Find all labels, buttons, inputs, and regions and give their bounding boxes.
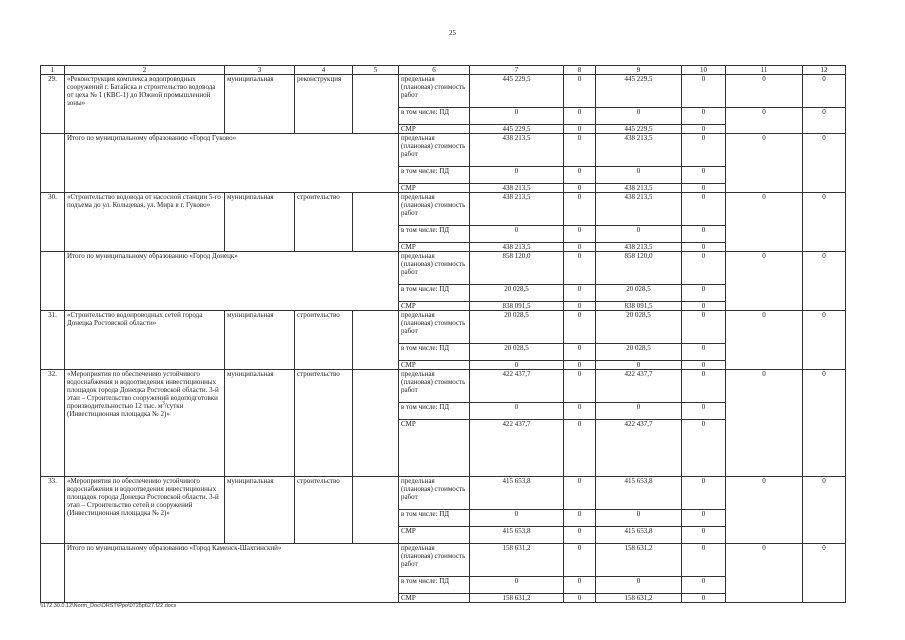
value-cell: 0 (682, 134, 726, 167)
value-cell: 0 (470, 361, 564, 370)
page-number: 25 (449, 29, 456, 37)
empty-cell (353, 311, 399, 370)
value-cell: 438 213,5 (470, 243, 564, 252)
value-cell: 422 437,7 (596, 370, 682, 403)
value-cell: 0 (596, 361, 682, 370)
header-cell: 4 (295, 66, 353, 75)
value-cell: 0 (682, 527, 726, 544)
value-cell: 445 229,5 (596, 75, 682, 108)
value-cell: 438 213,5 (470, 193, 564, 226)
value-cell: 838 091,5 (596, 302, 682, 311)
value-cell: 0 (564, 108, 596, 125)
value-cell: 0 (803, 477, 846, 544)
indicator-label: СМР (399, 125, 470, 134)
value-cell: 20 028,5 (470, 285, 564, 302)
value-cell: 0 (564, 125, 596, 134)
value-cell: 0 (803, 108, 846, 134)
indicator-label: в том числе: ПД (399, 226, 470, 243)
empty-cell (353, 75, 399, 134)
value-cell: 445 229,5 (470, 125, 564, 134)
value-cell: 0 (682, 125, 726, 134)
value-cell: 0 (564, 285, 596, 302)
value-cell: 0 (596, 510, 682, 527)
project-name: «Мероприятия по обеспечению устойчивого водоснабжения и водоотведения инвестиционных площадок города Донецка Ростовской области. 3-й этап – Строительство сооружений водоподготовки производительностью 12 тыс. $м^3$/сутки (Инвестиционная площадка № 2)» (65, 370, 225, 477)
value-cell: 415 653,8 (470, 477, 564, 510)
value-cell: 438 213,5 (470, 134, 564, 167)
value-cell: 422 437,7 (470, 370, 564, 403)
row-number-cell (41, 544, 65, 603)
indicator-label: СМР (399, 420, 470, 477)
value-cell: 0 (470, 510, 564, 527)
header-cell: 8 (564, 66, 596, 75)
value-cell: 0 (564, 370, 596, 403)
ownership-type: муниципальная (225, 75, 295, 134)
value-cell: 0 (803, 134, 846, 193)
value-cell: 415 653,8 (596, 477, 682, 510)
value-cell: 858 120,0 (470, 252, 564, 285)
value-cell: 445 229,5 (470, 75, 564, 108)
indicator-label: СМР (399, 184, 470, 193)
header-cell: 9 (596, 66, 682, 75)
value-cell: 0 (682, 285, 726, 302)
value-cell: 0 (803, 311, 846, 370)
total-label: Итого по муниципальному образованию «Город Каменск-Шахтинский» (65, 544, 399, 603)
value-cell: 0 (682, 510, 726, 527)
indicator-label: в том числе: ПД (399, 285, 470, 302)
indicator-label: предельная (плановая) стоимость работ (399, 370, 470, 403)
total-label: Итого по муниципальному образованию «Город Донецк» (65, 252, 399, 311)
empty-cell (353, 370, 399, 477)
file-path-footer: \\172.30.0.12\Norm_Doc\ORST\Ppo\0725p627.f22.docx (40, 603, 177, 609)
value-cell: 0 (564, 302, 596, 311)
superscript: 3 (162, 401, 165, 407)
value-cell: 0 (564, 184, 596, 193)
value-cell: 0 (682, 302, 726, 311)
value-cell: 445 229,5 (596, 125, 682, 134)
value-cell: 0 (803, 193, 846, 252)
value-cell: 438 213,5 (596, 184, 682, 193)
value-cell: 0 (682, 420, 726, 477)
row-number-cell: 31. (41, 311, 65, 370)
project-name: «Мероприятия по обеспечению устойчивого водоснабжения и водоотведения инвестиционных площадок города Донецка Ростовской области. 3-й этап – Строительство сетей и сооружений (Инвестиционная площадка № 2)» (65, 477, 225, 544)
value-cell: 0 (726, 108, 803, 134)
value-cell: 0 (564, 361, 596, 370)
indicator-label: СМР (399, 527, 470, 544)
header-row (41, 66, 846, 75)
value-cell: 0 (564, 344, 596, 361)
indicator-label: в том числе: ПД (399, 344, 470, 361)
value-cell: 0 (682, 370, 726, 403)
row-number-cell: 33. (41, 477, 65, 544)
indicator-label: предельная (плановая) стоимость работ (399, 477, 470, 510)
header-cell: 12 (803, 66, 846, 75)
row-number-cell (41, 134, 65, 193)
value-cell: 0 (596, 577, 682, 594)
ownership-type: муниципальная (225, 370, 295, 477)
indicator-label: предельная (плановая) стоимость работ (399, 311, 470, 344)
value-cell: 20 028,5 (470, 344, 564, 361)
indicator-label: предельная (плановая) стоимость работ (399, 193, 470, 226)
value-cell: 0 (564, 252, 596, 285)
table-row (41, 370, 846, 403)
value-cell: 0 (726, 252, 803, 311)
indicator-label: СМР (399, 302, 470, 311)
value-cell: 0 (682, 594, 726, 603)
value-cell: 0 (470, 108, 564, 125)
value-cell: 0 (596, 226, 682, 243)
value-cell: 422 437,7 (470, 420, 564, 477)
value-cell: 0 (682, 75, 726, 108)
table-row (41, 252, 846, 285)
value-cell: 0 (682, 477, 726, 510)
value-cell: 438 213,5 (596, 193, 682, 226)
value-cell: 0 (803, 252, 846, 311)
value-cell: 0 (682, 226, 726, 243)
value-cell: 0 (470, 226, 564, 243)
value-cell: 0 (726, 544, 803, 603)
value-cell: 0 (470, 577, 564, 594)
value-cell: 0 (682, 167, 726, 184)
work-type: строительство (295, 311, 353, 370)
value-cell: 0 (726, 193, 803, 252)
value-cell: 0 (682, 243, 726, 252)
value-cell: 158 631,2 (596, 544, 682, 577)
header-cell: 6 (399, 66, 470, 75)
value-cell: 438 213,5 (596, 243, 682, 252)
value-cell: 438 213,5 (470, 184, 564, 193)
total-label: Итого по муниципальному образованию «Город Гуково» (65, 134, 399, 193)
value-cell: 0 (682, 311, 726, 344)
value-cell: 0 (803, 75, 846, 108)
row-number-cell: 32. (41, 370, 65, 477)
value-cell: 0 (564, 594, 596, 603)
value-cell: 0 (564, 167, 596, 184)
value-cell: 0 (726, 134, 803, 193)
value-cell: 415 653,8 (470, 527, 564, 544)
row-number-cell: 29. (41, 75, 65, 134)
value-cell: 0 (564, 527, 596, 544)
indicator-label: в том числе: ПД (399, 167, 470, 184)
value-cell: 0 (596, 167, 682, 184)
value-cell: 0 (564, 243, 596, 252)
value-cell: 0 (726, 75, 803, 108)
value-cell: 0 (803, 544, 846, 603)
project-name: «Строительство водопроводных сетей города Донецка Ростовской области» (65, 311, 225, 370)
indicator-label: в том числе: ПД (399, 577, 470, 594)
value-cell: 0 (726, 311, 803, 370)
header-cell: 3 (225, 66, 295, 75)
value-cell: 20 028,5 (596, 344, 682, 361)
value-cell: 0 (564, 311, 596, 344)
work-type: строительство (295, 477, 353, 544)
value-cell: 0 (726, 477, 803, 544)
indicator-label: предельная (плановая) стоимость работ (399, 544, 470, 577)
value-cell: 0 (564, 403, 596, 420)
value-cell: 0 (564, 75, 596, 108)
row-number-cell (41, 252, 65, 311)
header-cell: 1 (41, 66, 65, 75)
value-cell: 0 (564, 420, 596, 477)
indicator-label: в том числе: ПД (399, 510, 470, 527)
header-cell: 7 (470, 66, 564, 75)
value-cell: 0 (564, 134, 596, 167)
value-cell: 0 (564, 477, 596, 510)
value-cell: 0 (564, 226, 596, 243)
value-cell: 0 (803, 370, 846, 477)
value-cell: 415 653,8 (596, 527, 682, 544)
value-cell: 858 120,0 (596, 252, 682, 285)
header-cell: 2 (65, 66, 225, 75)
value-cell: 438 213,5 (596, 134, 682, 167)
work-type: строительство (295, 370, 353, 477)
value-cell: 0 (564, 510, 596, 527)
ownership-type: муниципальная (225, 311, 295, 370)
table-row (41, 477, 846, 510)
indicator-label: предельная (плановая) стоимость работ (399, 75, 470, 108)
value-cell: 0 (470, 167, 564, 184)
work-type: строительство (295, 193, 353, 252)
work-type: реконструкция (295, 75, 353, 134)
indicator-label: СМР (399, 243, 470, 252)
value-cell: 0 (682, 108, 726, 125)
value-cell: 0 (682, 252, 726, 285)
value-cell: 0 (564, 193, 596, 226)
value-cell: 0 (596, 108, 682, 125)
value-cell: 0 (682, 361, 726, 370)
value-cell: 158 631,2 (596, 594, 682, 603)
header-cell: 5 (353, 66, 399, 75)
value-cell: 0 (564, 544, 596, 577)
table-row (41, 544, 846, 577)
project-name: «Реконструкция комплекса водопроводных сооружений г. Батайска и строительство водовода от цеха № 1 (КВС-1) до Южной промышленной зоны» (65, 75, 225, 134)
value-cell: 158 631,2 (470, 544, 564, 577)
indicator-label: предельная (плановая) стоимость работ (399, 252, 470, 285)
row-number-cell: 30. (41, 193, 65, 252)
empty-cell (353, 477, 399, 544)
table-row (41, 193, 846, 226)
table-row (41, 311, 846, 344)
value-cell: 158 631,2 (470, 594, 564, 603)
value-cell: 0 (682, 544, 726, 577)
ownership-type: муниципальная (225, 193, 295, 252)
value-cell: 0 (470, 403, 564, 420)
table-row (41, 75, 846, 108)
indicator-label: СМР (399, 361, 470, 370)
indicator-label: СМР (399, 594, 470, 603)
value-cell: 0 (564, 577, 596, 594)
value-cell: 0 (682, 403, 726, 420)
investment-table (40, 65, 846, 603)
value-cell: 0 (682, 344, 726, 361)
value-cell: 0 (682, 184, 726, 193)
project-name: «Строительство водовода от насосной станции 5-го подъема до ул. Кольцевая, ул. Мира в г. Гуково» (65, 193, 225, 252)
value-cell: 0 (596, 403, 682, 420)
value-cell: 838 091,5 (470, 302, 564, 311)
value-cell: 20 028,5 (470, 311, 564, 344)
value-cell: 0 (682, 577, 726, 594)
value-cell: 422 437,7 (596, 420, 682, 477)
table-row (41, 134, 846, 167)
indicator-label: в том числе: ПД (399, 403, 470, 420)
indicator-label: в том числе: ПД (399, 108, 470, 125)
empty-cell (353, 193, 399, 252)
indicator-label: предельная (плановая) стоимость работ (399, 134, 470, 167)
value-cell: 20 028,5 (596, 285, 682, 302)
value-cell: 20 028,5 (596, 311, 682, 344)
value-cell: 0 (682, 193, 726, 226)
header-cell: 10 (682, 66, 726, 75)
value-cell: 0 (726, 370, 803, 477)
header-cell: 11 (726, 66, 803, 75)
ownership-type: муниципальная (225, 477, 295, 544)
